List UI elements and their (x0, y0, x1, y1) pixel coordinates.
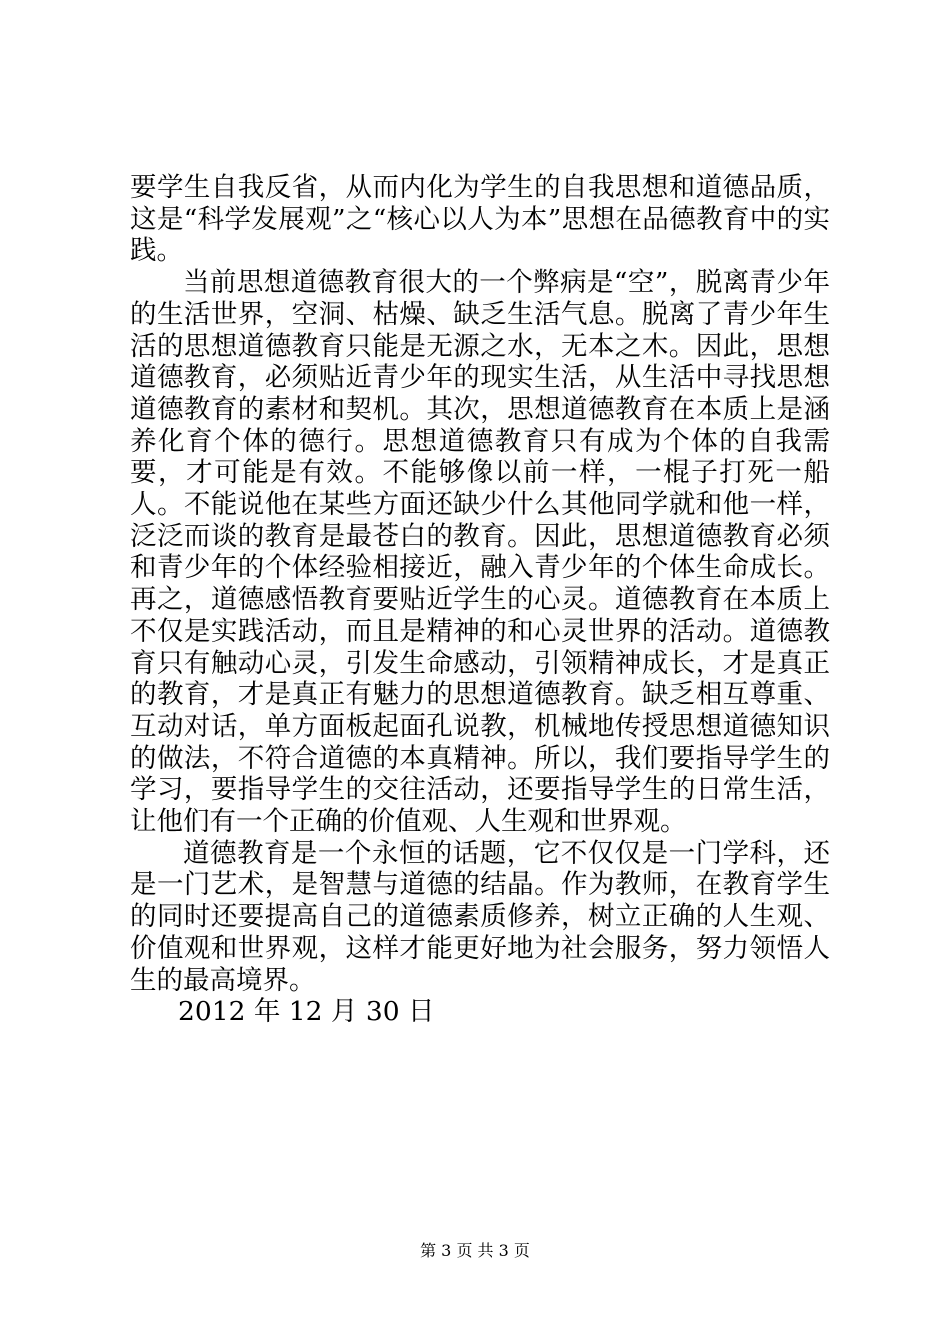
document-date: 2012 年 12 月 30 日 (178, 996, 435, 1028)
document-body (130, 172, 830, 1028)
paragraph-2: 当前思想道德教育很大的一个弊病是“空”，脱离青少年的生活世界，空洞、枯燥、缺乏生活气息。脱离了青少年生活的思想道德教育只能是无源之水，无本之木。因此，思想道德教育，必须贴近青少年的现实生活，从生活中寻找思想道德教育的素材和契机。其次，思想道德教育在本质上是涵养化育个体的德行。思想道德教育只有成为个体的自我需要，才可能是有效。不能够像以前一样，一棍子打死一船人。不能说他在某些方面还缺少什么其他同学就和他一样，泛泛而谈的教育是最苍白的教育。因此，思想道德教育必须和青少年的个体经验相接近，融入青少年的个体生命成长。再之，道德感悟教育要贴近学生的心灵。道德教育在本质上不仅是实践活动，而且是精神的和心灵世界的活动。道德教育只有触动心灵，引发生命感动，引领精神成长，才是真正的教育，才是真正有魅力的思想道德教育。缺乏相互尊重、互动对话，单方面板起面孔说教，机械地传授思想道德知识的做法，不符合道德的本真精神。所以，我们要指导学生的学习，要指导学生的交往活动，还要指导学生的日常生活，让他们有一个正确的价值观、人生观和世界观。 (130, 267, 830, 838)
page-footer: 第 3 页 共 3 页 (420, 1241, 530, 1260)
paragraph-1: 要学生自我反省，从而内化为学生的自我思想和道德品质，这是“科学发展观”之“核心以人为本”思想在品德教育中的实践。 (130, 172, 830, 267)
paragraph-3: 道德教育是一个永恒的话题，它不仅仅是一门学科，还是一门艺术，是智慧与道德的结晶。作为教师，在教育学生的同时还要提高自己的道德素质修养，树立正确的人生观、价值观和世界观，这样才能更好地为社会服务，努力领悟人生的最高境界。 (130, 837, 830, 996)
